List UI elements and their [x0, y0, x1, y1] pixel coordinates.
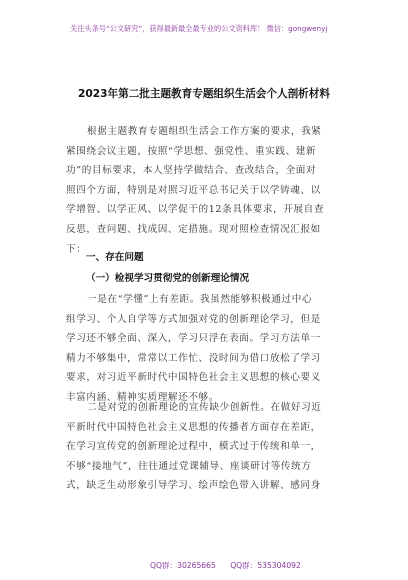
intro-line: 紧围绕会议主题，按照“学思想、强党性、重实践、建新: [66, 145, 317, 157]
paragraph-line: 式，缺乏生动形象引导学习、绘声绘色带入讲解、感同身: [66, 480, 321, 492]
intro-paragraph: [66, 122, 344, 259]
paragraph-learning: [66, 290, 344, 408]
paragraph-line: 平新时代中国特色社会主义思想的传播者方面存在差距，: [66, 421, 321, 433]
paragraph-line: 精力不够集中，常常以工作忙、没时间为借口放松了学习: [66, 352, 321, 364]
intro-line: 功”的目标要求，本人坚持学做结合、查改结合，全面对: [66, 165, 317, 177]
paragraph-line: 丰富内涵、精神实质理解还不够。: [66, 391, 219, 403]
paragraph-line: 组学习、个人自学等方式加强对党的创新理论学习，但是: [66, 313, 321, 325]
paragraph-line: 一是在“学懂”上有差距。我虽然能够积极通过中心: [87, 294, 313, 305]
intro-line: 照四个方面，特别是对照习近平总书记关于以学铸魂、以: [66, 184, 321, 196]
section-heading: 一、存在问题: [86, 252, 144, 263]
footer-qq-groups: QQ群：30265665 QQ群：535304092: [150, 561, 301, 570]
intro-line: 学增智、以学正风、以学促干的12条具体要求，开展自查: [66, 204, 325, 216]
paragraph-line: 在学习宣传党的创新理论过程中，模式过于传统和单一，: [66, 441, 321, 453]
paragraph-line: 不够“接地气”，往往通过党课辅导、座谈研讨等传统方: [66, 460, 312, 472]
paragraph-line: 学习还不够全面、深入，学习只浮在表面。学习方法单一: [66, 333, 321, 345]
intro-line: 反思，查问题、找成因、定措施。现对照检查情况汇报如: [66, 223, 321, 235]
header-promo-note: 关注头条号“公文研究”，获得最新最全最专业的公文资料库！ 微信：gongwenyj: [70, 24, 328, 33]
subsection-heading: （一）检视学习贯彻党的创新理论情况: [86, 273, 250, 284]
paragraph-line: 要求，对习近平新时代中国特色社会主义思想的核心要义: [66, 372, 321, 384]
paragraph-line: 二是对党的创新理论的宣传缺少创新性。在做好习近: [87, 402, 322, 413]
intro-line: 下：: [66, 243, 87, 255]
paragraph-publicity: [66, 398, 344, 496]
document-title: 2023年第二批主题教育专题组织生活会个人剖析材料: [78, 88, 330, 100]
intro-line: 根据主题教育专题组织生活会工作方案的要求，我紧: [87, 126, 322, 137]
